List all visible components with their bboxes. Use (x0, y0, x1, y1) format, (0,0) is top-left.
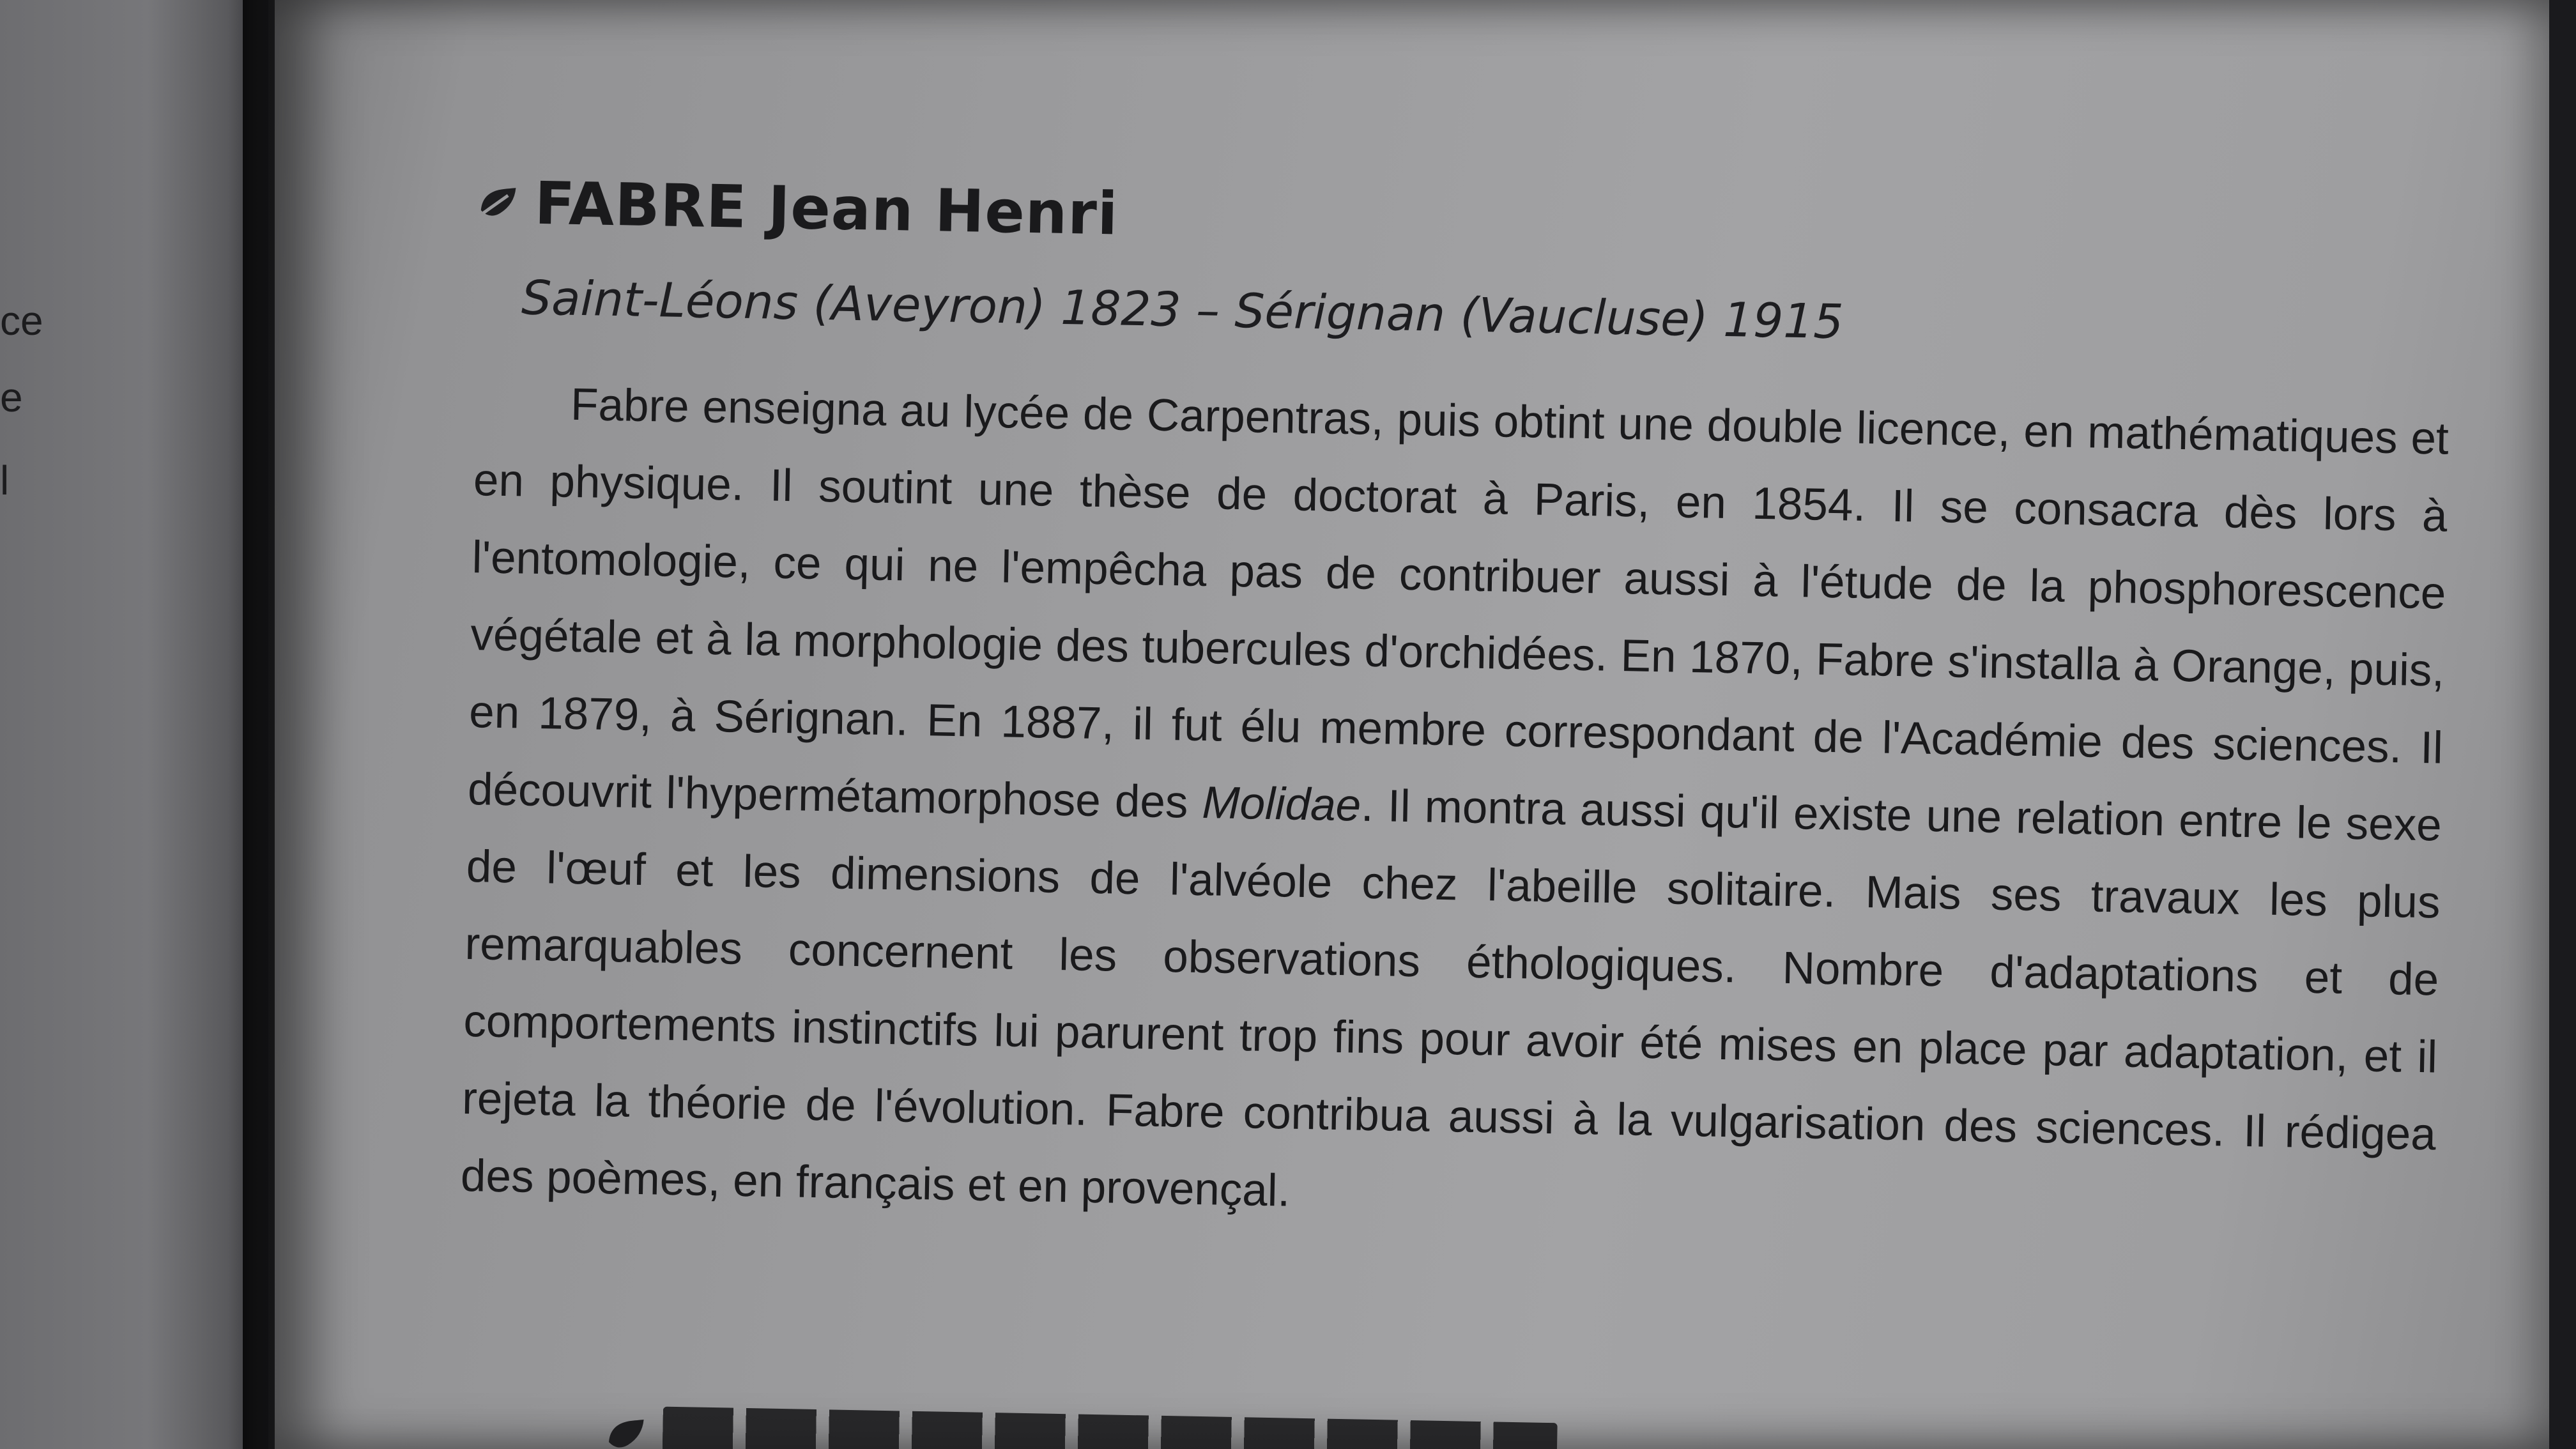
facing-page-text-fragment: l (0, 457, 10, 503)
entry-body (460, 364, 2450, 1250)
entry-body-italic-term: Molidae (1201, 778, 1361, 831)
leaf-icon (606, 1416, 647, 1449)
dictionary-entry (351, 166, 2450, 1296)
entry-body-text: Fabre enseigna au lycée de Carpentras, puis obtint une double licence, en mathématiques et en physique. Il soutint une thèse de doctorat à Paris, en 1854. Il se consacra dès lors à l'entomologie, ce qui ne l'empêcha pas de contribuer aussi à l'étude de la phosphorescence végétale et à la morphologie des tubercules d'orchidées. En 1870, Fabre s'installa à Orange, puis, en 1879, à Sérignan. En 1887, il fut élu membre correspondant de l'Académie des sciences. Il découvrit l'hypermétamorphose des (467, 379, 2450, 829)
entry-heading (478, 168, 2440, 272)
facing-page-text-fragment: e (0, 374, 23, 420)
leaf-icon (478, 185, 518, 221)
next-entry-heading (606, 1406, 1557, 1449)
cut-off-heading-text (662, 1407, 1557, 1449)
entry-title: FABRE Jean Henri (533, 169, 1119, 249)
facing-page-text-fragment: ce (0, 298, 43, 344)
book-page (275, 0, 2549, 1449)
entry-subtitle: Saint-Léons (Aveyron) 1823 – Sérignan (Vaucluse) 1915 (521, 270, 1844, 350)
entry-body-text: . Il montra aussi qu'il existe une relation entre le sexe de l'œuf et les dimensions de l'alvéole chez l'abeille solitaire. Mais ses travaux les plus remarquables concernent les observations éthologiques. Nombre d'adaptations et de comportements instinctifs lui parurent trop fins pour avoir été mises en place par adaptation, et il rejeta la théorie de l'évolution. Fabre contribua aussi à la vulgarisation des sciences. Il rédigea des poèmes, en français et en provençal. (460, 780, 2442, 1216)
facing-page (0, 0, 268, 1449)
